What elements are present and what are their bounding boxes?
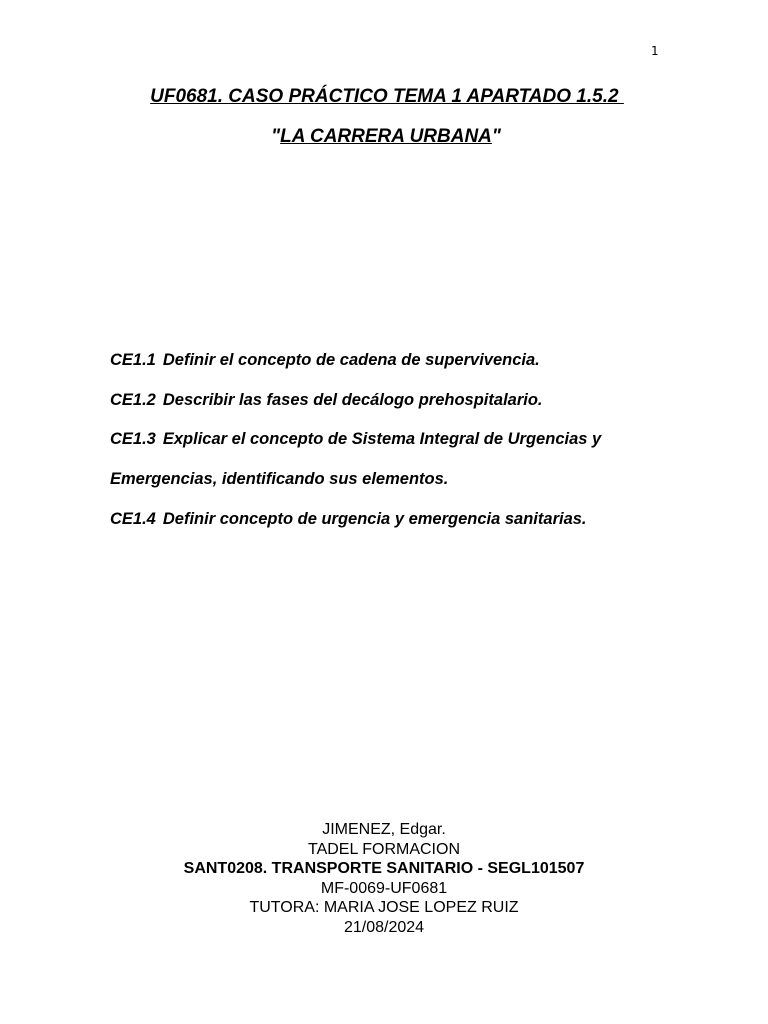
criteria-text: Explicar el concepto de Sistema Integral de Urgencias y	[162, 430, 602, 449]
document-title: UF0681. CASO PRÁCTICO TEMA 1 APARTADO 1.5.2	[150, 86, 624, 107]
criteria-code: CE1.4	[110, 509, 156, 528]
criteria-list	[110, 349, 710, 547]
module-code: MF-0069-UF0681	[320, 879, 448, 897]
organization-name: TADEL FORMACION	[307, 840, 460, 858]
author-name: JIMENEZ, Edgar.	[322, 821, 446, 838]
criteria-item-continuation	[110, 468, 710, 508]
subtitle-open-quote: "	[271, 126, 281, 147]
document-subtitle	[2, 126, 768, 148]
subtitle-close-quote: "	[491, 126, 501, 147]
criteria-text: Emergencias, identificando sus elementos.	[110, 470, 449, 489]
page-number: 1	[651, 44, 659, 58]
criteria-item	[110, 389, 710, 429]
criteria-text: Definir concepto de urgencia y emergencia sanitarias.	[162, 509, 587, 528]
subtitle-text: LA CARRERA URBANA	[280, 126, 492, 147]
course-name: SANT0208. TRANSPORTE SANITARIO - SEGL101507	[183, 860, 585, 877]
footer-info	[0, 820, 768, 937]
criteria-text: Definir el concepto de cadena de supervivencia.	[162, 351, 540, 369]
criteria-code: CE1.3	[110, 430, 156, 449]
criteria-text: Describir las fases del decálogo prehospitalario.	[162, 390, 543, 409]
document-date: 21/08/2024	[343, 918, 425, 936]
criteria-code: CE1.1	[110, 351, 156, 369]
tutor-name: TUTORA: MARIA JOSE LOPEZ RUIZ	[249, 899, 519, 916]
criteria-code: CE1.2	[110, 390, 156, 409]
criteria-item	[110, 508, 710, 548]
criteria-item	[110, 428, 710, 468]
criteria-item	[110, 349, 710, 389]
